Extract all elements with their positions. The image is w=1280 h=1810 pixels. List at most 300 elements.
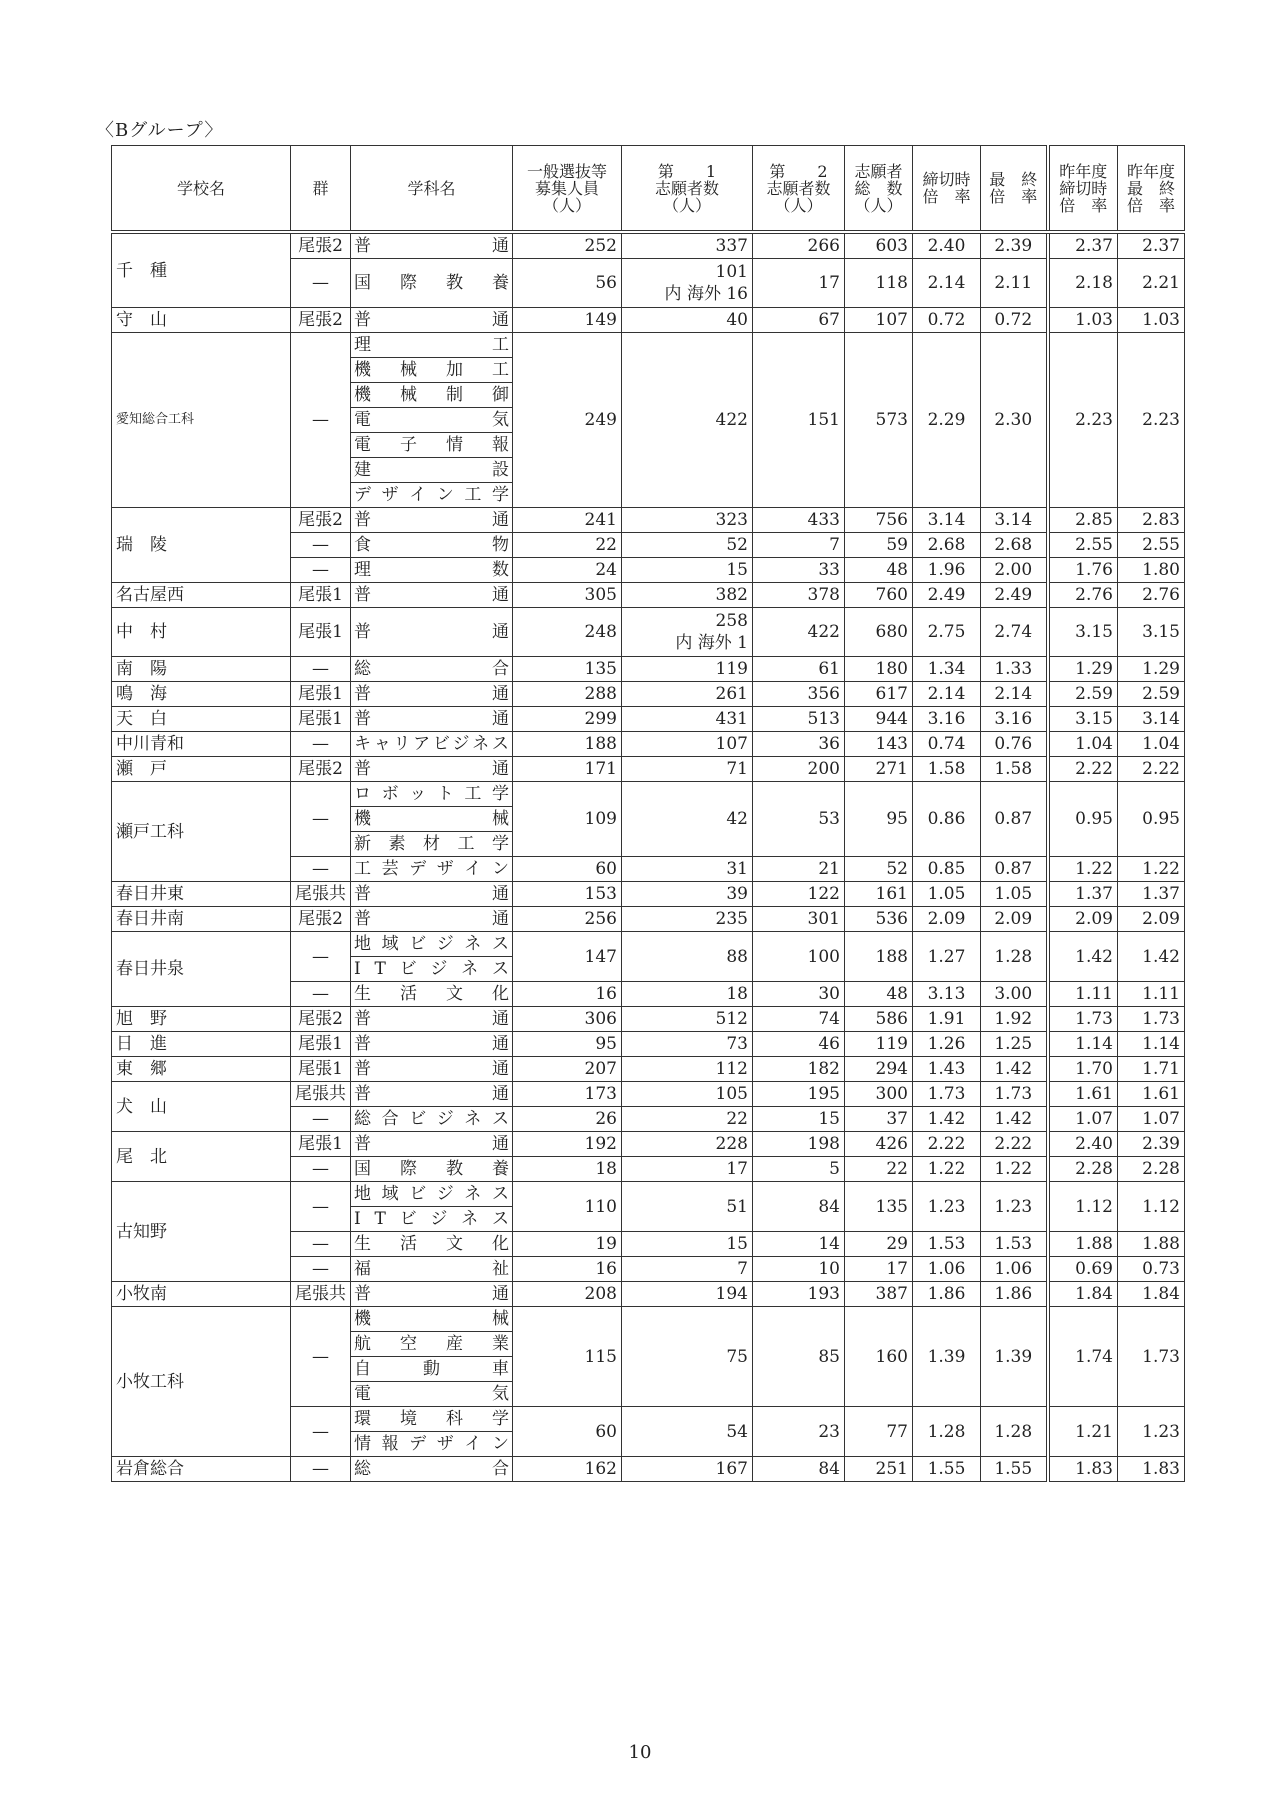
deadline-rate-cell: 2.29: [913, 333, 981, 508]
last-year-final-rate-cell: 1.29: [1118, 657, 1185, 682]
department-chars: [351, 932, 512, 956]
department-chars: [351, 857, 512, 881]
header-deadline-rate: 締切時 倍 率: [913, 146, 981, 233]
first-choice-count: 235: [715, 909, 748, 929]
department-cell: [351, 1157, 513, 1182]
department-char: 工: [492, 335, 509, 355]
department-char: ス: [491, 1184, 509, 1204]
last-year-deadline-rate-cell: 3.15: [1048, 608, 1118, 657]
school-name-cell: 南 陽: [112, 657, 291, 682]
school-name-cell: 瀬戸工科: [112, 782, 291, 882]
department-char: 教: [446, 273, 463, 293]
last-year-final-rate-cell: 1.03: [1118, 308, 1185, 333]
department-char: 通: [492, 1009, 509, 1029]
department-char: 化: [492, 1234, 509, 1254]
deadline-rate-cell: 1.55: [913, 1457, 981, 1482]
last-year-final-rate-cell: 1.04: [1118, 732, 1185, 757]
department-chars: [351, 583, 512, 607]
department-chars: [351, 333, 512, 357]
department-char: 国: [354, 273, 371, 293]
first-choice-cell: [622, 682, 753, 707]
capacity-cell: 248: [513, 608, 622, 657]
deadline-rate-cell: 0.86: [913, 782, 981, 857]
department-char: ビ: [432, 734, 450, 754]
department-chars: [351, 458, 512, 482]
capacity-cell: 18: [513, 1157, 622, 1182]
final-rate-cell: 1.39: [981, 1307, 1048, 1407]
total-cell: 37: [845, 1107, 913, 1132]
department-name: [351, 682, 512, 706]
first-choice-count: 107: [715, 734, 748, 754]
first-choice-cell: [622, 1457, 753, 1482]
deadline-rate-cell: 0.72: [913, 308, 981, 333]
last-year-final-rate-cell: 1.73: [1118, 1007, 1185, 1032]
final-rate-cell: 3.00: [981, 982, 1048, 1007]
deadline-rate-cell: 1.26: [913, 1032, 981, 1057]
final-rate-cell: 2.39: [981, 232, 1048, 259]
department-chars: [351, 907, 512, 931]
first-choice-cell: [622, 1307, 753, 1407]
first-choice-cell: [622, 333, 753, 508]
department-name: [351, 1132, 512, 1156]
second-choice-cell: 74: [753, 1007, 845, 1032]
first-choice-cell: [622, 907, 753, 932]
total-cell: 573: [845, 333, 913, 508]
last-year-final-rate-cell: 1.11: [1118, 982, 1185, 1007]
first-choice-count: 7: [737, 1259, 748, 1279]
total-cell: 77: [845, 1407, 913, 1457]
deadline-rate-cell: 1.86: [913, 1282, 981, 1307]
first-choice-cell: [622, 1182, 753, 1232]
total-cell: 300: [845, 1082, 913, 1107]
department-char: 電: [354, 410, 371, 430]
department-char: 普: [354, 622, 371, 642]
last-year-deadline-rate-cell: 1.74: [1048, 1307, 1118, 1407]
last-year-final-rate-cell: 1.83: [1118, 1457, 1185, 1482]
department-cell: [351, 1082, 513, 1107]
department-char: イ: [464, 1434, 482, 1454]
department-char: ネ: [461, 1209, 479, 1229]
first-choice-cell: [622, 558, 753, 583]
department-char: 設: [492, 460, 509, 480]
department-char: ビ: [409, 1184, 427, 1204]
department-char: ト: [436, 784, 454, 804]
department-cell: [351, 907, 513, 932]
group-cell: —: [291, 1232, 351, 1257]
first-choice-cell: [622, 882, 753, 907]
first-choice-cell: [622, 1107, 753, 1132]
last-year-deadline-rate-cell: 1.07: [1048, 1107, 1118, 1132]
department-name: [351, 757, 512, 781]
applicant-table: [111, 145, 1185, 1482]
first-choice-count: 15: [726, 560, 748, 580]
first-choice-count: 261: [715, 684, 748, 704]
department-name: [351, 1107, 512, 1131]
last-year-deadline-rate-cell: 2.40: [1048, 1132, 1118, 1157]
department-name: [351, 957, 512, 981]
group-cell: 尾張共: [291, 1282, 351, 1307]
department-name: [351, 234, 512, 258]
department-char: 活: [400, 984, 417, 1004]
capacity-cell: 26: [513, 1107, 622, 1132]
deadline-rate-cell: 2.09: [913, 907, 981, 932]
last-year-final-rate-cell: 2.23: [1118, 333, 1185, 508]
last-year-deadline-rate-cell: 1.29: [1048, 657, 1118, 682]
second-choice-cell: 10: [753, 1257, 845, 1282]
department-char: ジ: [436, 934, 454, 954]
capacity-cell: 109: [513, 782, 622, 857]
final-rate-cell: 2.22: [981, 1132, 1048, 1157]
department-char: 普: [354, 1084, 371, 1104]
first-choice-count: 75: [726, 1346, 748, 1367]
first-choice-count: 40: [726, 310, 748, 330]
group-cell: 尾張1: [291, 707, 351, 732]
first-choice-cell: [622, 608, 753, 657]
last-year-deadline-rate-cell: 1.73: [1048, 1007, 1118, 1032]
department-char: デ: [409, 859, 427, 879]
group-cell: 尾張2: [291, 308, 351, 333]
department-char: 普: [354, 585, 371, 605]
school-name-cell: 犬 山: [112, 1082, 291, 1132]
header-first-choice: 第 1 志願者数 （人）: [622, 146, 753, 233]
capacity-cell: 19: [513, 1232, 622, 1257]
department-char: 養: [492, 273, 509, 293]
group-cell: 尾張1: [291, 1032, 351, 1057]
department-char: 芸: [381, 859, 399, 879]
total-cell: 536: [845, 907, 913, 932]
capacity-cell: 135: [513, 657, 622, 682]
capacity-cell: 162: [513, 1457, 622, 1482]
first-choice-cell: [622, 1157, 753, 1182]
first-choice-cell: [622, 308, 753, 333]
department-chars: [351, 608, 512, 656]
group-cell: —: [291, 558, 351, 583]
total-cell: 944: [845, 707, 913, 732]
department-char: 報: [492, 435, 509, 455]
capacity-cell: 256: [513, 907, 622, 932]
final-rate-cell: 2.11: [981, 259, 1048, 308]
department-name: [351, 433, 512, 458]
table-row: [112, 232, 1185, 259]
school-name-cell: 瀬 戸: [112, 757, 291, 782]
department-char: 械: [400, 360, 417, 380]
table-row: [112, 682, 1185, 707]
table-row: [112, 932, 1185, 982]
department-char: 環: [354, 1409, 371, 1429]
second-choice-cell: 100: [753, 932, 845, 982]
total-cell: 143: [845, 732, 913, 757]
last-year-final-rate-cell: 1.42: [1118, 932, 1185, 982]
department-char: 学: [491, 485, 509, 505]
group-cell: —: [291, 1457, 351, 1482]
department-char: キ: [354, 734, 371, 754]
department-name: [351, 308, 512, 332]
department-char: ボ: [381, 784, 399, 804]
capacity-cell: 24: [513, 558, 622, 583]
group-cell: —: [291, 932, 351, 982]
department-name: [351, 1307, 512, 1332]
department-char: 普: [354, 909, 371, 929]
department-char: 総: [354, 1109, 371, 1129]
department-char: 域: [381, 934, 399, 954]
total-cell: 756: [845, 508, 913, 533]
department-char: ビ: [399, 1209, 417, 1229]
department-char: 械: [492, 809, 509, 829]
header-capacity: 一般選抜等 募集人員 （人）: [513, 146, 622, 233]
last-year-final-rate-cell: 2.39: [1118, 1132, 1185, 1157]
department-chars: [351, 1032, 512, 1056]
department-char: 普: [354, 759, 371, 779]
department-char: 制: [446, 385, 463, 405]
final-rate-cell: 1.23: [981, 1182, 1048, 1232]
last-year-deadline-rate-cell: 1.12: [1048, 1182, 1118, 1232]
capacity-cell: 173: [513, 1082, 622, 1107]
department-chars: [351, 657, 512, 681]
last-year-deadline-rate-cell: 2.18: [1048, 259, 1118, 308]
department-char: ン: [436, 485, 454, 505]
department-char: 国: [354, 1159, 371, 1179]
last-year-deadline-rate-cell: 2.59: [1048, 682, 1118, 707]
second-choice-cell: 193: [753, 1282, 845, 1307]
first-choice-count: 52: [726, 535, 748, 555]
first-choice-cell: [622, 932, 753, 982]
total-cell: 161: [845, 882, 913, 907]
department-cell: [351, 682, 513, 707]
second-choice-cell: 433: [753, 508, 845, 533]
department-cell: [351, 1457, 513, 1482]
department-cell: [351, 707, 513, 732]
capacity-cell: 56: [513, 259, 622, 308]
first-choice-cell: [622, 732, 753, 757]
department-name: [351, 408, 512, 433]
table-row: [112, 1457, 1185, 1482]
school-name-cell: 小牧南: [112, 1282, 291, 1307]
total-cell: 603: [845, 232, 913, 259]
first-choice-count: 323: [715, 510, 748, 530]
department-char: デ: [409, 1434, 427, 1454]
department-char: 産: [446, 1334, 463, 1354]
last-year-deadline-rate-cell: 0.69: [1048, 1257, 1118, 1282]
last-year-deadline-rate-cell: 1.76: [1048, 558, 1118, 583]
second-choice-cell: 7: [753, 533, 845, 558]
final-rate-cell: 2.74: [981, 608, 1048, 657]
capacity-cell: 171: [513, 757, 622, 782]
last-year-final-rate-cell: 1.12: [1118, 1182, 1185, 1232]
capacity-cell: 306: [513, 1007, 622, 1032]
group-cell: 尾張共: [291, 1082, 351, 1107]
capacity-cell: 149: [513, 308, 622, 333]
department-cell: [351, 1132, 513, 1157]
final-rate-cell: 3.16: [981, 707, 1048, 732]
department-char: 食: [354, 535, 371, 555]
department-char: ネ: [464, 1109, 482, 1129]
last-year-final-rate-cell: 1.84: [1118, 1282, 1185, 1307]
department-cell: [351, 1007, 513, 1032]
department-char: 普: [354, 1059, 371, 1079]
department-name: [351, 807, 512, 832]
total-cell: 29: [845, 1232, 913, 1257]
deadline-rate-cell: 2.14: [913, 682, 981, 707]
department-char: 航: [354, 1334, 371, 1354]
first-choice-cell: [622, 757, 753, 782]
department-char: デ: [354, 485, 371, 505]
department-cell: [351, 1257, 513, 1282]
department-cell: [351, 232, 513, 259]
group-cell: —: [291, 732, 351, 757]
school-name-cell: 天 白: [112, 707, 291, 732]
header-dept: 学科名: [351, 146, 513, 233]
last-year-final-rate-cell: 2.28: [1118, 1157, 1185, 1182]
last-year-final-rate-cell: 1.88: [1118, 1232, 1185, 1257]
first-choice-count: 228: [715, 1134, 748, 1154]
total-cell: 59: [845, 533, 913, 558]
department-name: [351, 483, 512, 507]
department-cell: [351, 1407, 513, 1457]
first-choice-count: 258: [715, 611, 748, 631]
department-chars: [351, 533, 512, 557]
department-chars: [351, 1457, 512, 1481]
department-chars: [351, 1007, 512, 1031]
department-char: 学: [492, 834, 509, 854]
total-cell: 119: [845, 1032, 913, 1057]
department-char: ス: [491, 1109, 509, 1129]
group-cell: 尾張2: [291, 232, 351, 259]
first-choice-cell: [622, 857, 753, 882]
department-chars: [351, 408, 512, 432]
last-year-final-rate-cell: 1.71: [1118, 1057, 1185, 1082]
department-char: 空: [400, 1334, 417, 1354]
deadline-rate-cell: 0.85: [913, 857, 981, 882]
department-char: イ: [464, 859, 482, 879]
group-cell: —: [291, 1182, 351, 1232]
final-rate-cell: 1.28: [981, 932, 1048, 982]
department-chars: [351, 1432, 512, 1456]
second-choice-cell: 85: [753, 1307, 845, 1407]
capacity-cell: 153: [513, 882, 622, 907]
group-cell: —: [291, 657, 351, 682]
department-char: 通: [492, 236, 509, 256]
department-cell: [351, 1182, 513, 1232]
department-cell: [351, 583, 513, 608]
department-char: ネ: [464, 934, 482, 954]
department-chars: [351, 807, 512, 831]
header-second-choice: 第 2 志願者数 （人）: [753, 146, 845, 233]
table-row: [112, 1082, 1185, 1107]
last-year-deadline-rate-cell: 1.37: [1048, 882, 1118, 907]
table-row: [112, 782, 1185, 857]
deadline-rate-cell: 1.27: [913, 932, 981, 982]
group-cell: —: [291, 782, 351, 857]
department-char: 普: [354, 709, 371, 729]
department-name: [351, 1382, 512, 1406]
department-name: [351, 259, 512, 307]
department-cell: [351, 757, 513, 782]
department-char: 通: [492, 1084, 509, 1104]
department-char: 工: [464, 485, 482, 505]
department-cell: [351, 333, 513, 508]
department-char: 気: [492, 1384, 509, 1404]
department-char: 理: [354, 560, 371, 580]
total-cell: 52: [845, 857, 913, 882]
deadline-rate-cell: 2.49: [913, 583, 981, 608]
department-char: ザ: [436, 859, 454, 879]
department-char: 合: [381, 1109, 399, 1129]
capacity-cell: 115: [513, 1307, 622, 1407]
final-rate-cell: 1.42: [981, 1057, 1048, 1082]
department-chars: [351, 1282, 512, 1306]
header-row: [112, 146, 1185, 233]
total-cell: 180: [845, 657, 913, 682]
department-char: 新: [354, 834, 371, 854]
department-cell: [351, 782, 513, 857]
department-char: 通: [492, 884, 509, 904]
department-name: [351, 882, 512, 906]
department-char: ス: [491, 734, 509, 754]
deadline-rate-cell: 1.39: [913, 1307, 981, 1407]
group-cell: —: [291, 333, 351, 508]
first-choice-count: 54: [726, 1421, 748, 1442]
department-char: 自: [354, 1359, 371, 1379]
department-char: 文: [446, 1234, 463, 1254]
department-cell: [351, 259, 513, 308]
second-choice-cell: 23: [753, 1407, 845, 1457]
first-choice-count: 22: [726, 1109, 748, 1129]
second-choice-cell: 15: [753, 1107, 845, 1132]
final-rate-cell: 1.05: [981, 882, 1048, 907]
capacity-cell: 305: [513, 583, 622, 608]
total-cell: 17: [845, 1257, 913, 1282]
second-choice-cell: 151: [753, 333, 845, 508]
department-cell: [351, 932, 513, 982]
department-name: [351, 1257, 512, 1281]
department-name: [351, 1207, 512, 1231]
group-cell: 尾張2: [291, 508, 351, 533]
second-choice-cell: 21: [753, 857, 845, 882]
last-year-final-rate-cell: 1.14: [1118, 1032, 1185, 1057]
group-cell: —: [291, 982, 351, 1007]
first-choice-cell: [622, 982, 753, 1007]
department-char: ア: [413, 734, 431, 754]
deadline-rate-cell: 1.73: [913, 1082, 981, 1107]
first-choice-count: 18: [726, 984, 748, 1004]
department-char: 通: [492, 622, 509, 642]
total-cell: 387: [845, 1282, 913, 1307]
last-year-deadline-rate-cell: 1.61: [1048, 1082, 1118, 1107]
table-row: [112, 1307, 1185, 1407]
group-cell: 尾張共: [291, 882, 351, 907]
final-rate-cell: 1.33: [981, 657, 1048, 682]
department-char: ジ: [436, 1109, 454, 1129]
capacity-cell: 288: [513, 682, 622, 707]
total-cell: 107: [845, 308, 913, 333]
second-choice-cell: 378: [753, 583, 845, 608]
last-year-deadline-rate-cell: 1.42: [1048, 932, 1118, 982]
final-rate-cell: 2.30: [981, 333, 1048, 508]
second-choice-cell: 84: [753, 1457, 845, 1482]
last-year-final-rate-cell: 1.23: [1118, 1407, 1185, 1457]
header-last-year-final-rate: 昨年度 最 終 倍 率: [1118, 146, 1185, 233]
first-choice-cell: [622, 1132, 753, 1157]
department-name: [351, 583, 512, 607]
department-char: 通: [492, 1034, 509, 1054]
group-cell: 尾張1: [291, 608, 351, 657]
first-choice-cell: [622, 1257, 753, 1282]
deadline-rate-cell: 1.06: [913, 1257, 981, 1282]
total-cell: 22: [845, 1157, 913, 1182]
total-cell: 617: [845, 682, 913, 707]
table-row: [112, 757, 1185, 782]
first-choice-cell: [622, 1057, 753, 1082]
